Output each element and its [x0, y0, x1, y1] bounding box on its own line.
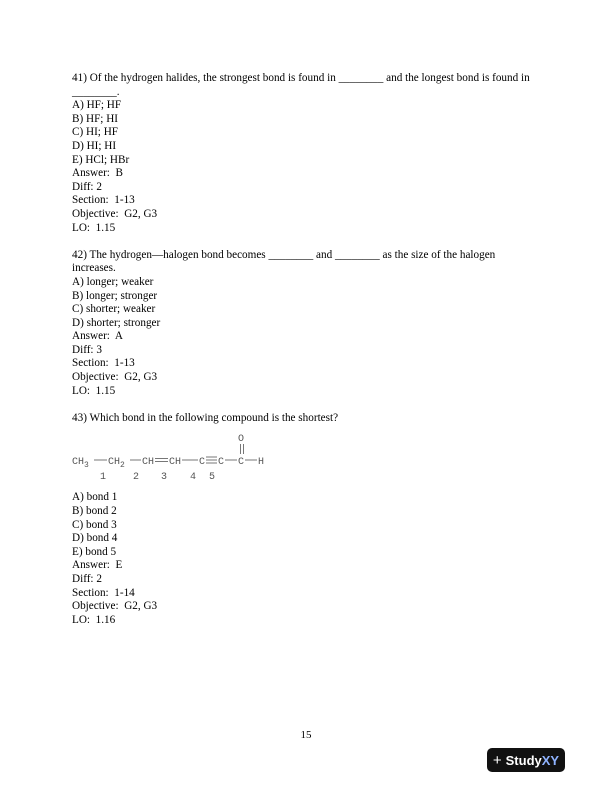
difficulty: Diff: 3	[72, 343, 102, 356]
option-a: A) longer; weaker	[72, 275, 154, 288]
group-ch-a: CH	[142, 457, 155, 469]
structure-diagram	[72, 427, 312, 483]
option-b: B) longer; stronger	[72, 289, 158, 302]
studyxy-logo[interactable]	[487, 748, 565, 772]
bond-number-2: 2	[133, 472, 140, 484]
brand-prefix: Study	[505, 752, 542, 768]
section: Section: 1-14	[72, 586, 135, 599]
learning-objective: LO: 1.15	[72, 384, 116, 397]
plus-icon: +	[492, 751, 502, 769]
question-text: 43) Which bond in the following compound is the shortest?	[72, 411, 339, 424]
group-ch2: $CH_2$	[108, 457, 125, 471]
page-number: 15	[300, 729, 312, 741]
objective: Objective: G2, G3	[72, 207, 158, 220]
group-ch3: $CH_3$	[72, 457, 89, 471]
bond-number-4: 4	[190, 472, 197, 484]
question-text: 42) The hydrogen—halogen bond becomes ________ and ________ as the size of the halogen increases.	[72, 248, 496, 275]
option-c: C) shorter; weaker	[72, 303, 156, 316]
option-b: B) bond 2	[72, 505, 117, 518]
answer: Answer: E	[72, 559, 123, 572]
section: Section: 1-13	[72, 357, 135, 370]
option-a: A) HF; HF	[72, 99, 122, 112]
bond-number-5: 5	[209, 472, 216, 484]
answer: Answer: A	[72, 330, 123, 343]
learning-objective: LO: 1.15	[72, 221, 116, 234]
document-page	[72, 72, 540, 641]
learning-objective: LO: 1.16	[72, 613, 116, 626]
option-c: C) bond 3	[72, 518, 117, 531]
bond-number-1: 1	[100, 472, 107, 484]
objective: Objective: G2, G3	[72, 371, 158, 384]
option-b: B) HF; HI	[72, 112, 118, 125]
group-c-carbonyl: C	[238, 457, 245, 469]
option-d: D) bond 4	[72, 532, 118, 545]
difficulty: Diff: 2	[72, 573, 102, 585]
option-a: A) bond 1	[72, 491, 118, 504]
objective: Objective: G2, G3	[72, 600, 158, 613]
brand-suffix: XY	[541, 752, 560, 768]
group-c-a: C	[199, 457, 206, 469]
section: Section: 1-13	[72, 194, 135, 207]
answer: Answer: B	[72, 167, 123, 180]
question-text: 41) Of the hydrogen halides, the strongest bond is found in ________ and the longest bond is found in ________.	[72, 72, 530, 98]
question-43	[72, 412, 540, 628]
option-e: E) bond 5	[72, 545, 117, 558]
group-c-b: C	[218, 457, 225, 469]
option-d: D) HI; HI	[72, 139, 117, 152]
bond-number-3: 3	[161, 472, 168, 484]
group-h: H	[258, 457, 265, 469]
difficulty: Diff: 2	[72, 180, 102, 193]
group-ch-b: CH	[169, 457, 182, 469]
option-c: C) HI; HF	[72, 126, 118, 139]
oxygen-label: O	[238, 434, 245, 446]
question-42	[72, 249, 540, 399]
option-e: E) HCl; HBr	[72, 153, 130, 166]
option-d: D) shorter; stronger	[72, 316, 161, 329]
chemical-structure	[72, 427, 540, 483]
question-41	[72, 72, 540, 235]
